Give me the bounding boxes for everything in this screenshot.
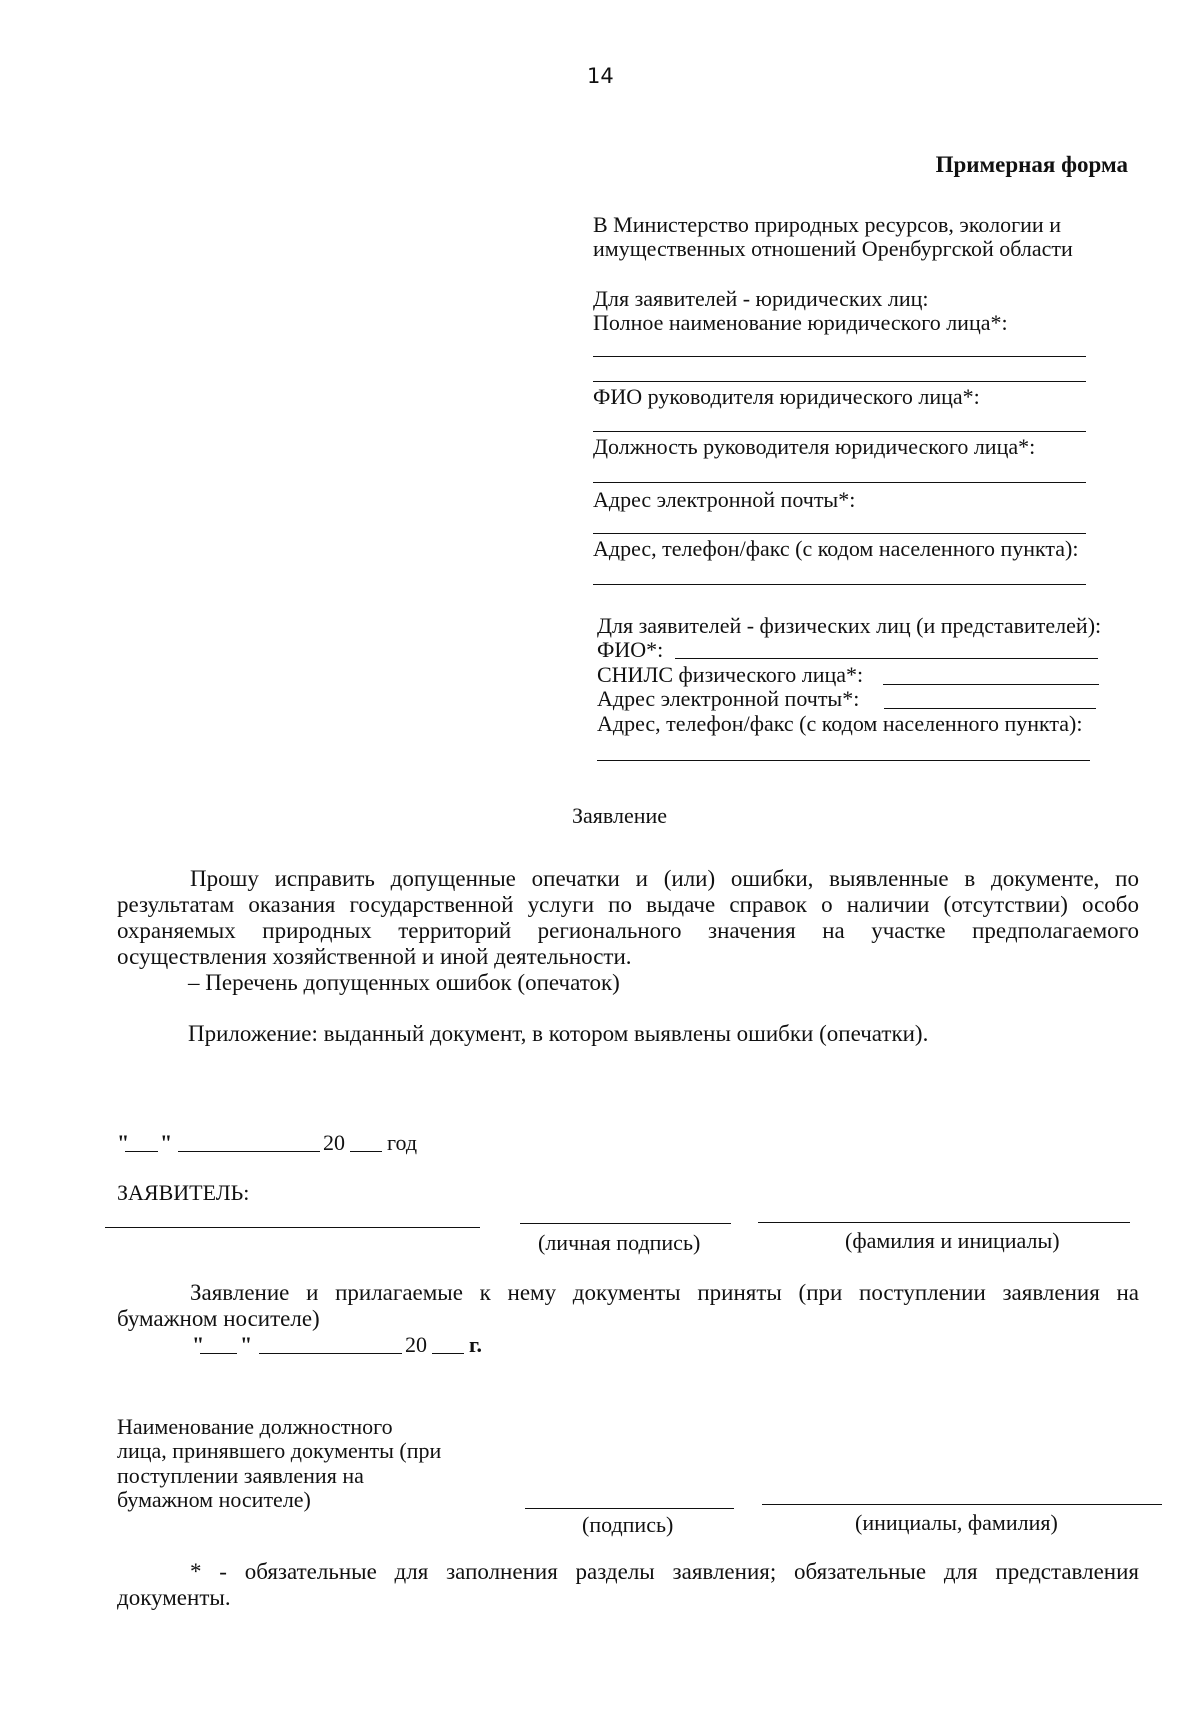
official-initials-caption: (инициалы, фамилия) — [855, 1510, 1058, 1535]
addressee-line-1: В Министерство природных ресурсов, экологии и — [593, 212, 1061, 237]
surname-initials-caption: (фамилия и инициалы) — [845, 1228, 1060, 1253]
individual-snils-field[interactable] — [883, 684, 1099, 685]
footnote-line-2: документы. — [117, 1585, 231, 1610]
legal-director-position-label: Должность руководителя юридического лица*: — [593, 434, 1036, 459]
body-line-3: охраняемых природных территорий регионального значения на участке предполагаемого — [117, 918, 1139, 943]
applicant-signature-field[interactable] — [520, 1223, 731, 1224]
date2-quote-open: " — [192, 1332, 205, 1357]
applicant-name-field[interactable] — [105, 1227, 480, 1228]
acceptance-line-2: бумажном носителе) — [117, 1306, 320, 1331]
date1-month-field[interactable] — [178, 1151, 320, 1152]
legal-director-position-field[interactable] — [593, 482, 1086, 483]
date1-quote-close: " — [160, 1130, 173, 1155]
individual-fio-row — [597, 637, 1097, 663]
applicant-label: ЗАЯВИТЕЛЬ: — [117, 1180, 250, 1205]
individual-heading: Для заявителей - физических лиц (и представителей): — [597, 613, 1102, 638]
addressee-line-2: имущественных отношений Оренбургской области — [593, 236, 1073, 261]
date1-century: 20 — [323, 1130, 345, 1155]
footnote-paragraph — [117, 1559, 1139, 1585]
legal-email-label: Адрес электронной почты*: — [593, 487, 856, 512]
individual-fio-label: ФИО*: — [597, 637, 664, 662]
legal-full-name-field-line-2[interactable] — [593, 381, 1086, 382]
form-label: Примерная форма — [935, 152, 1128, 177]
individual-email-field[interactable] — [884, 708, 1096, 709]
official-signature-caption: (подпись) — [582, 1512, 674, 1537]
official-signature-field[interactable] — [525, 1508, 734, 1509]
date2-year-field[interactable] — [432, 1353, 464, 1354]
body-line-1: Прошу исправить допущенные опечатки и (или) ошибки, выявленные в документе, по — [190, 866, 1139, 891]
statement-title: Заявление — [572, 803, 668, 828]
errors-list: – Перечень допущенных ошибок (опечаток) — [188, 970, 620, 995]
legal-full-name-field-line-1[interactable] — [593, 356, 1086, 357]
acceptance-line-1: Заявление и прилагаемые к нему документы приняты (при поступлении заявления на — [190, 1280, 1139, 1305]
legal-address-field[interactable] — [593, 584, 1086, 585]
date2-day-field[interactable] — [200, 1353, 237, 1354]
legal-full-name-label: Полное наименование юридического лица*: — [593, 310, 1008, 335]
individual-email-label: Адрес электронной почты*: — [597, 686, 860, 711]
acceptance-paragraph — [117, 1280, 1139, 1306]
individual-fio-field[interactable] — [675, 658, 1098, 659]
body-line-4: осуществления хозяйственной и иной деятельности. — [117, 944, 632, 969]
body-paragraph — [117, 866, 1139, 944]
date1-day-field[interactable] — [125, 1151, 158, 1152]
date1-suffix: год — [387, 1130, 418, 1155]
date1-quote-open: " — [117, 1130, 130, 1155]
legal-heading: Для заявителей - юридических лиц: — [593, 286, 929, 311]
date2-month-field[interactable] — [259, 1353, 402, 1354]
page-number: 14 — [587, 64, 614, 88]
date2-suffix: г. — [469, 1332, 483, 1357]
individual-snils-label: СНИЛС физического лица*: — [597, 662, 864, 687]
legal-director-name-label: ФИО руководителя юридического лица*: — [593, 384, 980, 409]
body-line-2: результатам оказания государственной услуги по выдаче справок о наличии (отсутствии) особо — [117, 892, 1139, 917]
official-line-1: Наименование должностного — [117, 1414, 393, 1439]
personal-signature-caption: (личная подпись) — [538, 1230, 701, 1255]
legal-director-name-field[interactable] — [593, 431, 1086, 432]
footnote-line-1: * - обязательные для заполнения разделы заявления; обязательные для представления — [190, 1559, 1139, 1584]
individual-address-label: Адрес, телефон/факс (с кодом населенного пункта): — [597, 711, 1083, 736]
official-line-4: бумажном носителе) — [117, 1487, 311, 1512]
applicant-surname-field[interactable] — [758, 1222, 1130, 1223]
official-initials-field[interactable] — [762, 1504, 1162, 1505]
legal-address-label: Адрес, телефон/факс (с кодом населенного пункта): — [593, 536, 1079, 561]
official-line-2: лица, принявшего документы (при — [117, 1438, 442, 1463]
attachment-text: Приложение: выданный документ, в котором выявлены ошибки (опечатки). — [188, 1021, 929, 1046]
date2-quote-close: " — [240, 1332, 253, 1357]
individual-address-field[interactable] — [597, 760, 1090, 761]
date1-year-field[interactable] — [350, 1151, 382, 1152]
date2-century: 20 — [405, 1332, 427, 1357]
official-line-3: поступлении заявления на — [117, 1463, 364, 1488]
legal-email-field[interactable] — [593, 533, 1086, 534]
